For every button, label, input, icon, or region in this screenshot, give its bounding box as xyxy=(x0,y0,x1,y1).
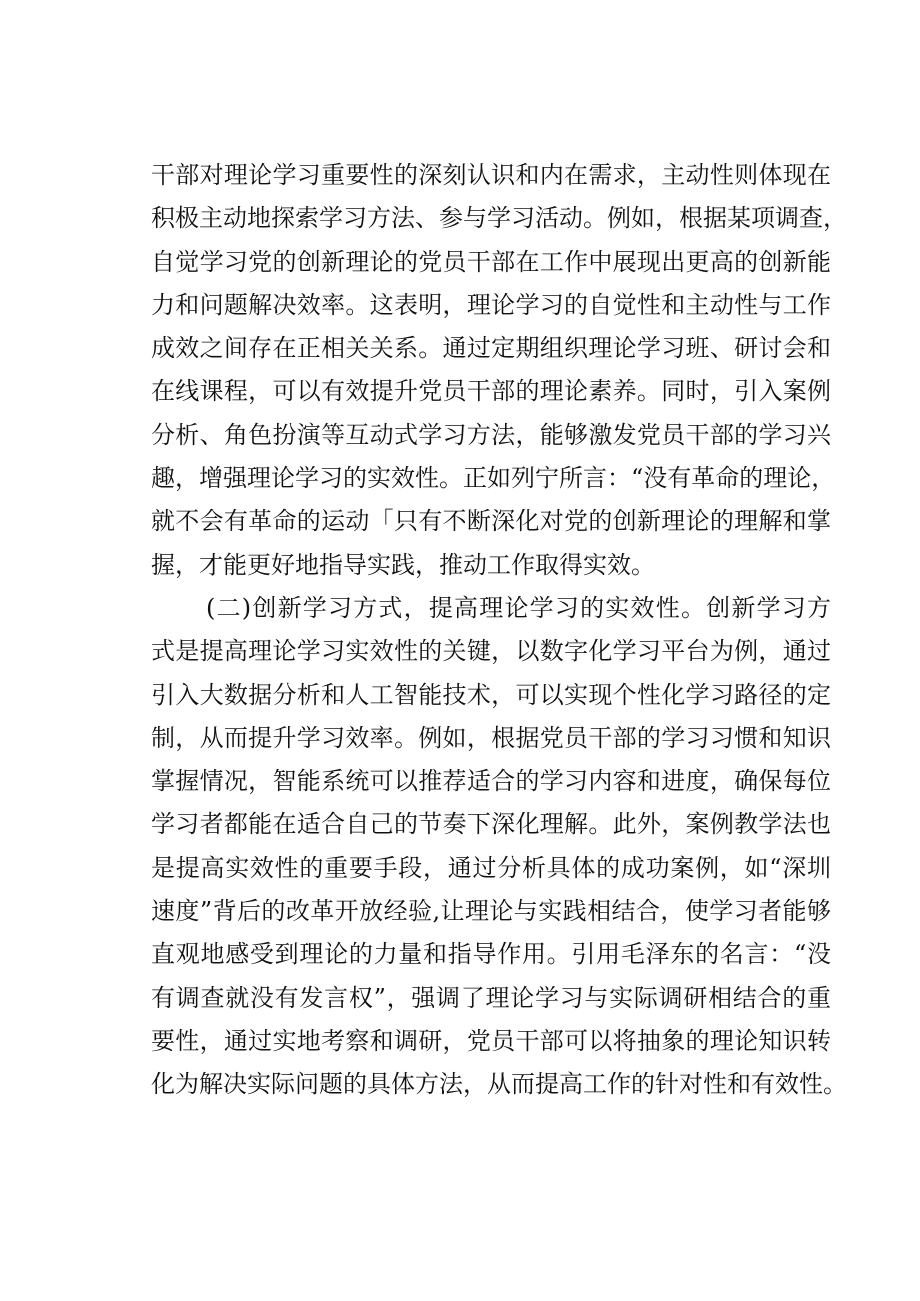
text-line: 握，才能更好地指导实践，推动工作取得实效。 xyxy=(151,550,655,579)
text-line: 引入大数据分析和人工智能技术，可以实现个性化学习路径的定 xyxy=(151,680,831,709)
text-line: 式是提高理论学习实效性的关键，以数字化学习平台为例，通过 xyxy=(151,637,831,666)
text-line: 成效之间存在正相关关系。通过定期组织理论学习班、研讨会和 xyxy=(151,334,831,363)
text-line: 化为解决实际问题的具体方法，从而提高工作的针对性和有效性。 xyxy=(151,1070,847,1099)
text-line: 积极主动地探索学习方法、参与学习活动。例如，根据某项调查， xyxy=(151,204,847,233)
text-line: 速度”背后的改革开放经验,让理论与实践相结合，使学习者能够 xyxy=(151,897,831,926)
text-line: 掌握情况，智能系统可以推荐适合的学习内容和进度，确保每位 xyxy=(151,767,831,796)
text-line: 学习者都能在适合自己的节奏下深化理解。此外，案例教学法也 xyxy=(151,810,831,839)
text-line: 直观地感受到理论的力量和指导作用。引用毛泽东的名言：“没 xyxy=(151,940,831,969)
text-line: 力和问题解决效率。这表明，理论学习的自觉性和主动性与工作 xyxy=(151,290,831,319)
paragraph-1 xyxy=(151,154,847,587)
paragraph-2 xyxy=(151,587,847,1107)
text-line: 是提高实效性的重要手段，通过分析具体的成功案例，如“深圳 xyxy=(151,853,831,882)
section-heading-line: (二)创新学习方式，提高理论学习的实效性。创新学习方 xyxy=(206,594,831,622)
text-line: 制，从而提升学习效率。例如，根据党员干部的学习习惯和知识 xyxy=(151,723,831,752)
text-line: 自觉学习党的创新理论的党员干部在工作中展现出更高的创新能 xyxy=(151,247,831,276)
text-line: 有调查就没有发言权”，强调了理论学习与实际调研相结合的重 xyxy=(151,983,831,1012)
text-line: 分析、角色扮演等互动式学习方法，能够激发党员干部的学习兴 xyxy=(151,420,831,449)
text-line: 就不会有革命的运动「只有不断深化对党的创新理论的理解和掌 xyxy=(151,507,831,536)
text-line: 趣，增强理论学习的实效性。正如列宁所言：“没有革命的理论， xyxy=(151,464,836,493)
text-line: 干部对理论学习重要性的深刻认识和内在需求，主动性则体现在 xyxy=(151,161,831,189)
text-line: 在线课程，可以有效提升党员干部的理论素养。同时，引入案例 xyxy=(151,377,831,406)
text-line: 要性，通过实地考察和调研，党员干部可以将抽象的理论知识转 xyxy=(151,1026,831,1055)
